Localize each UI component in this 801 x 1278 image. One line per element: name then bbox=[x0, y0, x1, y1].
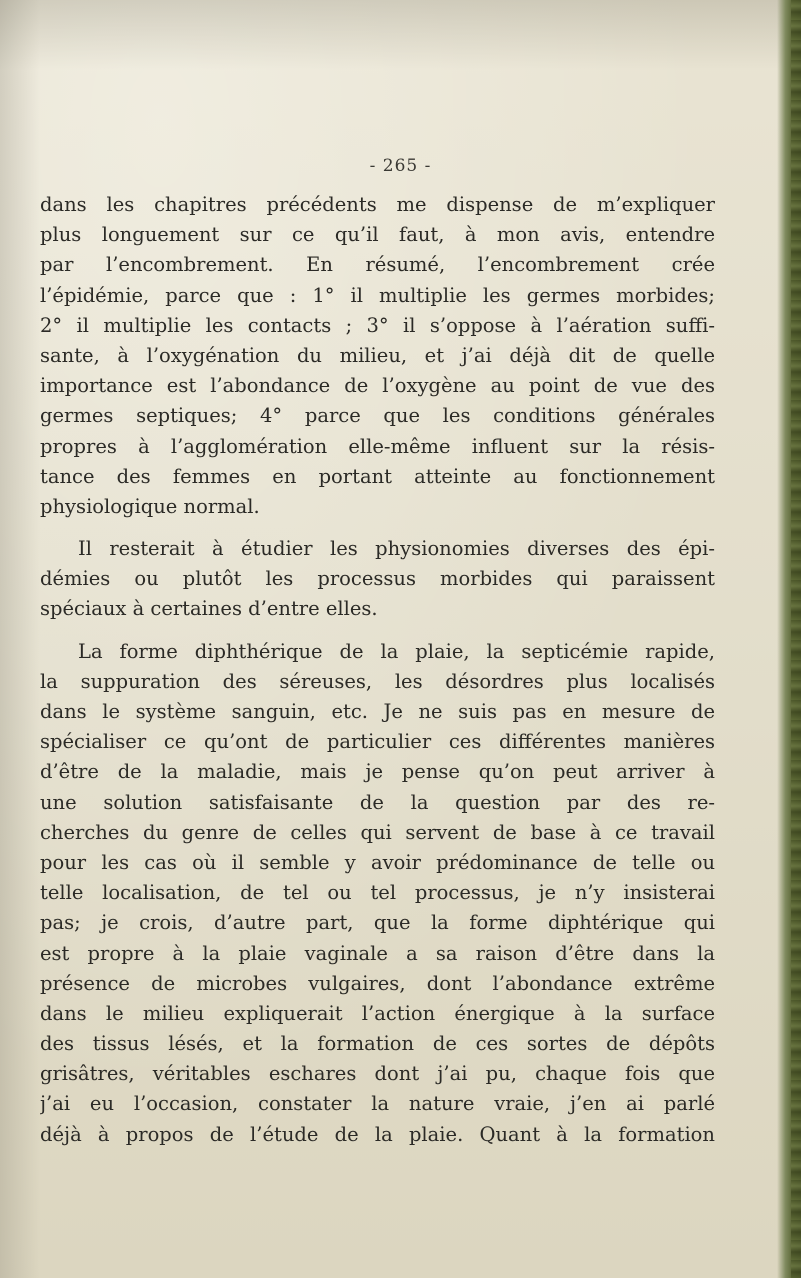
text-line: présence de microbes vulgaires, dont l’abondance extrême bbox=[40, 971, 715, 995]
text-line: grisâtres, véritables eschares dont j’ai pu, chaque fois que bbox=[40, 1062, 715, 1086]
text-line: pas; je crois, d’autre part, que la forme diphtérique qui bbox=[40, 911, 715, 935]
paragraph-1 bbox=[40, 190, 715, 522]
text-line: démies ou plutôt les processus morbides qui paraissent bbox=[40, 567, 715, 591]
text-line: l’épidémie, parce que : 1° il multiplie les germes morbides; bbox=[40, 283, 715, 307]
binding-edge-texture bbox=[791, 0, 801, 1278]
text-line: La forme diphthérique de la plaie, la septicémie rapide, bbox=[78, 639, 715, 663]
text-line: spéciaux à certaines d’entre elles. bbox=[40, 597, 378, 621]
page-top-shadow bbox=[0, 0, 801, 70]
text-line: j’ai eu l’occasion, constater la nature vraie, j’en ai parlé bbox=[40, 1092, 715, 1116]
text-line: déjà à propos de l’étude de la plaie. Quant à la formation bbox=[40, 1122, 715, 1146]
text-line: une solution satisfaisante de la question par des re- bbox=[40, 790, 715, 814]
text-line: dans les chapitres précédents me dispense de m’expliquer bbox=[40, 193, 715, 216]
text-line: pour les cas où il semble y avoir prédominance de telle ou bbox=[40, 850, 715, 874]
text-line: cherches du genre de celles qui servent de base à ce travail bbox=[40, 820, 715, 844]
text-line: plus longuement sur ce qu’il faut, à mon avis, entendre bbox=[40, 223, 715, 247]
text-line: 2° il multiplie les contacts ; 3° il s’oppose à l’aération suffi- bbox=[40, 313, 715, 337]
text-line: spécialiser ce qu’ont de particulier ces différentes manières bbox=[40, 730, 715, 754]
text-line: par l’encombrement. En résumé, l’encombrement crée bbox=[40, 253, 715, 277]
text-line: dans le milieu expliquerait l’action énergique à la surface bbox=[40, 1001, 715, 1025]
paragraph-2 bbox=[40, 534, 715, 625]
text-line: propres à l’agglomération elle-même influent sur la résis- bbox=[40, 434, 715, 458]
binding-edge bbox=[777, 0, 801, 1278]
text-line: la suppuration des séreuses, les désordres plus localisés bbox=[40, 669, 715, 693]
text-line: telle localisation, de tel ou tel processus, je n’y insisterai bbox=[40, 881, 715, 905]
text-line: tance des femmes en portant atteinte au fonctionnement bbox=[40, 464, 715, 488]
text-line: des tissus lésés, et la formation de ces sortes de dépôts bbox=[40, 1032, 715, 1056]
text-line: d’être de la maladie, mais je pense qu’on peut arriver à bbox=[40, 760, 715, 784]
paragraph-3 bbox=[40, 637, 715, 1150]
text-line: germes septiques; 4° parce que les conditions générales bbox=[40, 404, 715, 428]
page-number: - 265 - bbox=[369, 156, 432, 176]
text-line: est propre à la plaie vaginale a sa raison d’être dans la bbox=[40, 941, 715, 965]
paragraph-gap bbox=[40, 522, 715, 534]
page-left-shadow bbox=[0, 0, 40, 1278]
text-line: dans le système sanguin, etc. Je ne suis pas en mesure de bbox=[40, 700, 715, 723]
paragraph-gap bbox=[40, 625, 715, 637]
text-line: sante, à l’oxygénation du milieu, et j’ai déjà dit de quelle bbox=[40, 343, 715, 367]
text-line: importance est l’abondance de l’oxygène au point de vue des bbox=[40, 374, 715, 398]
text-line: physiologique normal. bbox=[40, 494, 260, 518]
body-text bbox=[40, 190, 715, 1150]
text-line: Il resterait à étudier les physionomies diverses des épi- bbox=[78, 537, 715, 561]
